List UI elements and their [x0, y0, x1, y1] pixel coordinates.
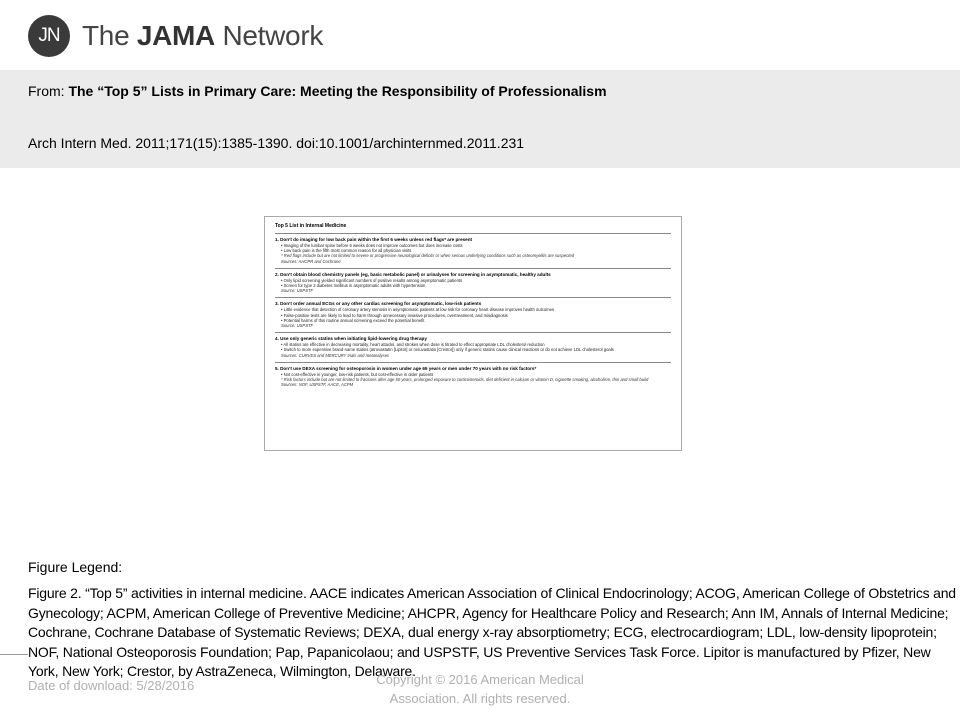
figure-title: Top 5 List in Internal Medicine [275, 223, 347, 229]
figure-item [275, 272, 671, 294]
figure-legend-label: Figure Legend: [28, 559, 123, 575]
article-citation: Arch Intern Med. 2011;171(15):1385-1390. doi:10.1001/archinternmed.2011.231 [28, 135, 525, 151]
figure-item-source: Source: USPSTF [281, 288, 314, 294]
figure-item-note: * Risk factors include but are not limited to fractures after age 50 years, prolonged exposure to corticosteroids, diet deficient in calcium or vitamin D, cigarette smoking, alcoholism, thin and small build [281, 377, 649, 383]
figure-image[interactable] [264, 216, 682, 451]
jama-network-logo[interactable] [28, 12, 323, 60]
figure-divider [275, 362, 671, 363]
figure-item-note: * Red flags include but are not limited to severe or progressive neurological deficits or when serious underlying conditions such as osteomyelitis are suspected [281, 253, 575, 259]
figure-item-heading: 4. Use only generic statins when initiating lipid-lowering drug therapy [275, 336, 427, 342]
brand-suffix: Network [214, 20, 324, 51]
figure-item [275, 366, 671, 388]
copyright-line: Copyright © 2016 American Medical [376, 672, 584, 687]
figure-item [275, 237, 671, 264]
figure-item-bullet: • Only lipid screening yielded significant numbers of positive results among asymptomatic patients [281, 277, 463, 283]
copyright-notice [360, 670, 600, 708]
logo-initials: JN [38, 25, 60, 46]
figure-item-heading: 3. Don’t order annual ECGs or any other cardiac screening for asymptomatic, low-risk patients [275, 301, 482, 307]
figure-divider [275, 233, 671, 234]
figure-item-heading: 1. Don’t do imaging for low back pain within the first 6 weeks unless red flags* are present [275, 237, 473, 242]
article-title[interactable]: The “Top 5” Lists in Primary Care: Meeting the Responsibility of Professionalism [68, 83, 607, 99]
figure-item-bullet: • Low back pain is the fifth most common reason for all physician visits [281, 248, 412, 254]
brand-bold: JAMA [136, 20, 215, 51]
jn-logo-icon [28, 15, 70, 57]
figure-item-source: Sources: AHCPR and Cochrane [281, 258, 341, 264]
figure-legend-text: Figure 2. “Top 5” activities in internal medicine. AACE indicates American Association of Clinical Endocrinology; ACOG, American College of Obstetrics and Gynecology; ACPM, American College of Preventive Medicine; AHCPR, Agency for Healthcare Policy and Research; Ann IM, Annals of Internal Medicine; Cochrane, Cochrane Database of Systematic Reviews; DEXA, dual energy x-ray absorptiometry; ECG, electrocardiogram; LDL, low-density lipoprotein; NOF, National Osteoporosis Foundation; Pap, Papanicolaou; and USPSTF, US Preventive Services Task Force. Lipitor is manufactured by Pfizer, New York, New York; Crestor, by AstraZeneca, Wilmington, Delaware. [28, 585, 956, 679]
figure-divider [275, 297, 671, 298]
figure-item [275, 301, 671, 328]
brand-prefix: The [82, 20, 137, 51]
figure-divider [275, 268, 671, 269]
figure-item-bullet: • Screen for type 2 diabetes mellitus in asymptomatic adults with hypertension [281, 283, 426, 289]
figure-item-bullet: • Not cost-effective in younger, low-risk patients, but cost-effective in older patients [281, 371, 434, 377]
article-info-band [0, 70, 960, 168]
figure-item-bullet: • Imaging of the lumbar spine before 6 weeks does not improve outcomes but does increase costs [281, 243, 463, 248]
download-date: Date of download: 5/28/2016 [28, 678, 195, 693]
figure-item-bullet: • Switch to more expensive brand-name statins (atrovastatin [Lipitor] or rosuvastatin [Crestor]) only if generic statins cause clinical reactions or do not achieve LDL cholesterol goals [281, 347, 614, 353]
copyright-line: Association. All rights reserved. [389, 691, 571, 706]
from-label: From: [28, 83, 65, 99]
figure-item-bullet: • All statins are effective in decreasing mortality, heart attacks, and strokes when dose is titrated to effect appropriate LDL cholesterol reduction [281, 342, 545, 348]
figure-item-source: Sources: CURVES and MERCURY trials and metanalyses [281, 352, 390, 358]
figure-item-bullet: • Little evidence that detection of coronary artery stenosis in asymptomatic patients at low risk for coronary heart disease improves health outcomes [281, 307, 555, 313]
figure-item-heading: 2. Don’t obtain blood chemistry panels (eg, basic metabolic panel) or urinalyses for screening in asymptomatic, healthy adults [275, 271, 551, 277]
figure-item-bullet: • Potential harms of this routine annual screening exceed the potential benefit [281, 317, 425, 323]
figure-item [275, 336, 671, 358]
figure-item-heading: 5. Don’t use DEXA screening for osteoporosis in women under age 65 years or men under 70 years with no risk factors* [275, 365, 537, 371]
figure-item-bullet: • False-positive tests are likely to lead to harm through unnecessary invasive procedures, overtreatment, and misdiagnosis [281, 312, 508, 318]
figure-item-source: Sources: NOF, USPSTF, AACE, ACPM [281, 382, 354, 388]
figure-item-source: Source: USPSTF [281, 323, 314, 329]
brand-name [82, 20, 323, 52]
figure-divider [275, 332, 671, 333]
footer-divider [0, 654, 28, 655]
from-line [28, 83, 607, 99]
